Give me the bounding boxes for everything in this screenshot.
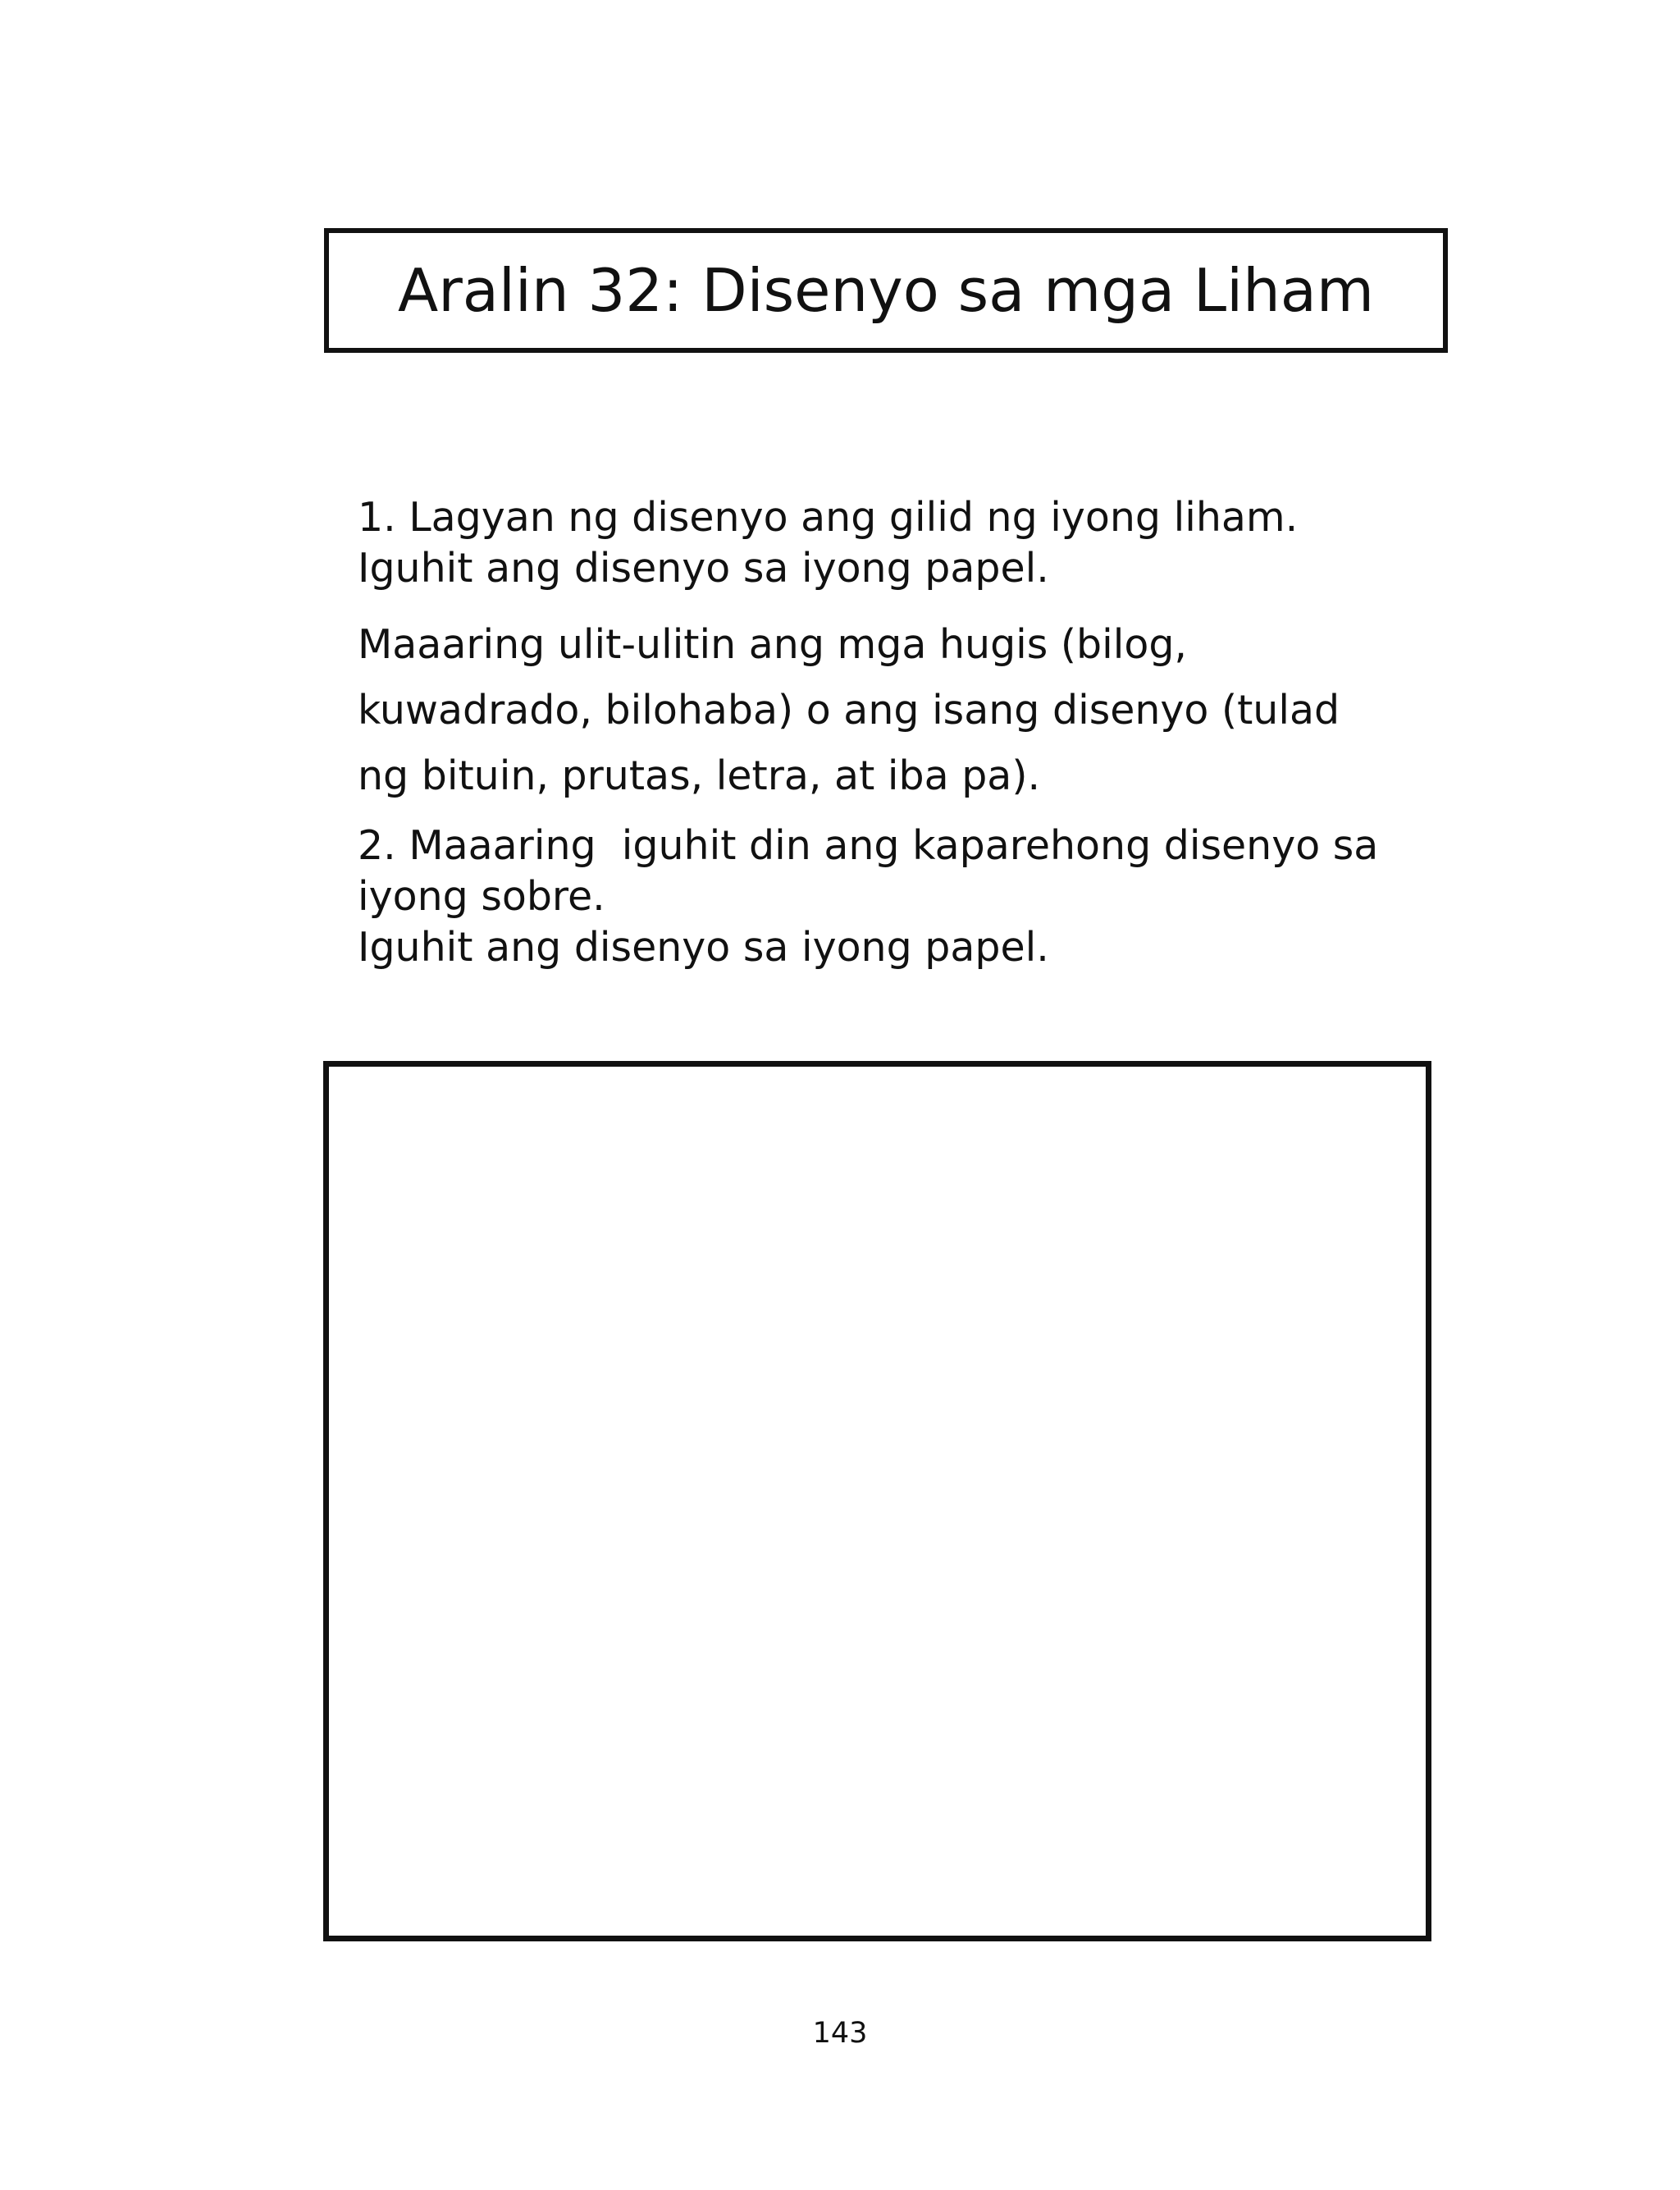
instruction-item-1 [358, 492, 1506, 594]
instruction-item-2-line-3: Iguhit ang disenyo sa iyong papel. [358, 924, 1049, 971]
instruction-note-line-1: Maaaring ulit-ulitin ang mga hugis (bilog, [358, 621, 1188, 668]
drawing-area-box[interactable] [323, 1061, 1431, 1941]
instruction-item-1-line-1: 1. Lagyan ng disenyo ang gilid ng iyong liham. [358, 494, 1299, 541]
instruction-item-1-line-2: Iguhit ang disenyo sa iyong papel. [358, 545, 1049, 592]
instruction-note [358, 612, 1506, 809]
page-number: 143 [812, 2017, 868, 2050]
instruction-item-2-line-1: 2. Maaaring iguhit din ang kaparehong disenyo sa [358, 822, 1379, 869]
lesson-title: Aralin 32: Disenyo sa mga Liham [397, 256, 1375, 325]
instruction-item-2-line-2: iyong sobre. [358, 873, 605, 920]
instruction-item-2 [358, 821, 1506, 973]
lesson-title-box [324, 228, 1448, 353]
instruction-note-line-3: ng bituin, prutas, letra, at iba pa). [358, 752, 1041, 799]
instructions-section [358, 492, 1506, 973]
instruction-note-line-2: kuwadrado, bilohaba) o ang isang disenyo (tulad [358, 687, 1340, 734]
